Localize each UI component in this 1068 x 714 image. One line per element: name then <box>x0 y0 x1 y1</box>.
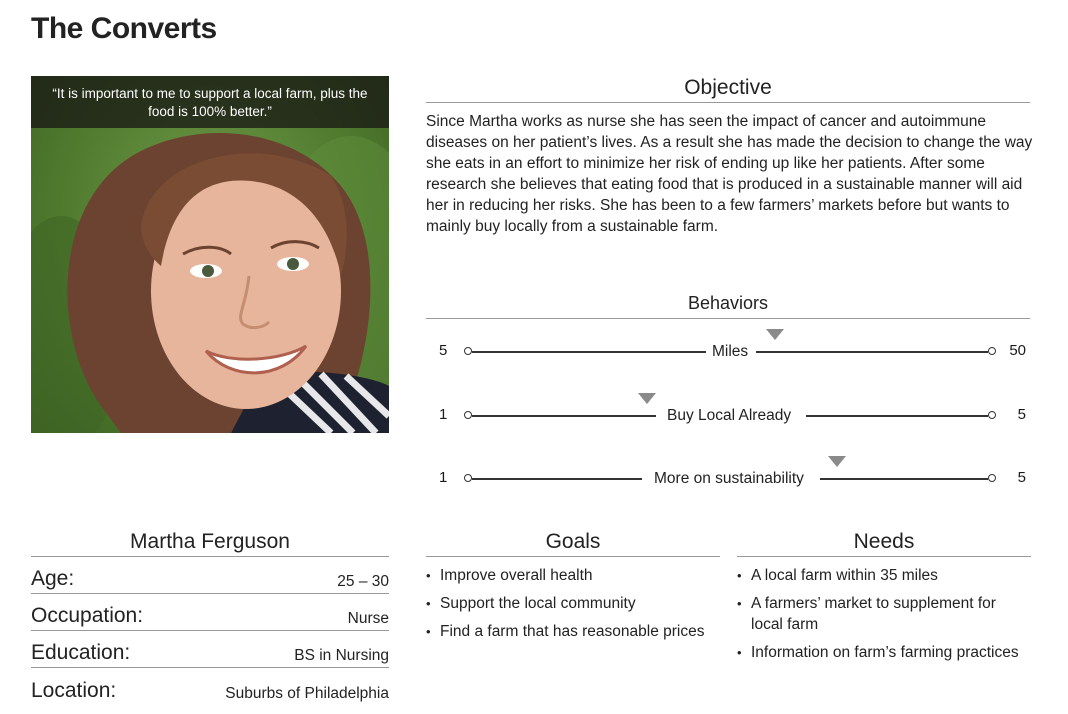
slider-track-left <box>472 351 706 353</box>
profile-value: Suburbs of Philadelphia <box>225 685 389 702</box>
slider-track-right <box>806 415 988 417</box>
profile-key: Occupation: <box>31 604 144 627</box>
goal-item: • Improve overall health <box>426 565 726 586</box>
slider-start-dot <box>464 411 472 419</box>
objective-heading: Objective <box>426 76 1030 103</box>
persona-name: Martha Ferguson <box>31 530 389 557</box>
profile-key: Education: <box>31 641 131 664</box>
behavior-slider-miles <box>426 340 1036 364</box>
slider-max: 50 <box>1009 342 1026 359</box>
slider-track-left <box>472 415 656 417</box>
page-title: The Converts <box>31 12 217 45</box>
profile-value: 25 – 30 <box>337 573 389 590</box>
slider-marker-icon <box>828 456 846 467</box>
slider-max: 5 <box>1017 469 1026 486</box>
needs-list <box>737 565 1027 670</box>
need-item: • Information on farm’s farming practices <box>737 642 1027 663</box>
slider-min: 1 <box>439 469 448 486</box>
portrait-illustration <box>31 76 389 433</box>
slider-start-dot <box>464 347 472 355</box>
slider-track-right <box>820 478 988 480</box>
slider-end-dot <box>988 411 996 419</box>
objective-text: Since Martha works as nurse she has seen the impact of cancer and autoimmune diseases on her patient’s lives. As a result she has made the decision to change the way she eats in an effort to minimize her risk of ending up like her patients. After some research she believes that eating food that is produced in a sustainable manner will aid her in reducing her risks. She has been to a few farmers’ markets before but wants to mainly buy locally from a sustainable farm. <box>426 113 1033 235</box>
behavior-slider-sustainability <box>426 467 1036 491</box>
slider-max: 5 <box>1017 406 1026 423</box>
profile-row-location <box>31 668 389 705</box>
needs-heading: Needs <box>737 530 1031 557</box>
profile-value: Nurse <box>347 610 389 627</box>
slider-min: 5 <box>439 342 448 359</box>
slider-start-dot <box>464 474 472 482</box>
slider-track-left <box>472 478 642 480</box>
profile-row-education <box>31 631 389 668</box>
slider-end-dot <box>988 474 996 482</box>
slider-label: More on sustainability <box>654 470 804 487</box>
slider-marker-icon <box>766 329 784 340</box>
behaviors-heading: Behaviors <box>426 293 1030 319</box>
behavior-slider-buy-local <box>426 404 1036 428</box>
slider-label: Miles <box>712 343 749 360</box>
goals-list <box>426 565 726 649</box>
slider-end-dot <box>988 347 996 355</box>
goals-heading: Goals <box>426 530 720 557</box>
slider-marker-icon <box>638 393 656 404</box>
profile-row-age <box>31 557 389 594</box>
persona-quote: “It is important to me to support a local farm, plus the food is 100% better.” <box>31 76 389 128</box>
slider-track-right <box>756 351 988 353</box>
profile-key: Location: <box>31 679 117 702</box>
need-item: • A local farm within 35 miles <box>737 565 1027 586</box>
slider-min: 1 <box>439 406 448 423</box>
goal-item: • Find a farm that has reasonable prices <box>426 621 726 642</box>
profile-value: BS in Nursing <box>294 647 389 664</box>
need-item: • A farmers’ market to supplement for local farm <box>737 593 1027 635</box>
profile-row-occupation <box>31 594 389 631</box>
profile-key: Age: <box>31 567 75 590</box>
goal-item: • Support the local community <box>426 593 726 614</box>
slider-label: Buy Local Already <box>667 407 792 424</box>
persona-photo <box>31 76 389 433</box>
